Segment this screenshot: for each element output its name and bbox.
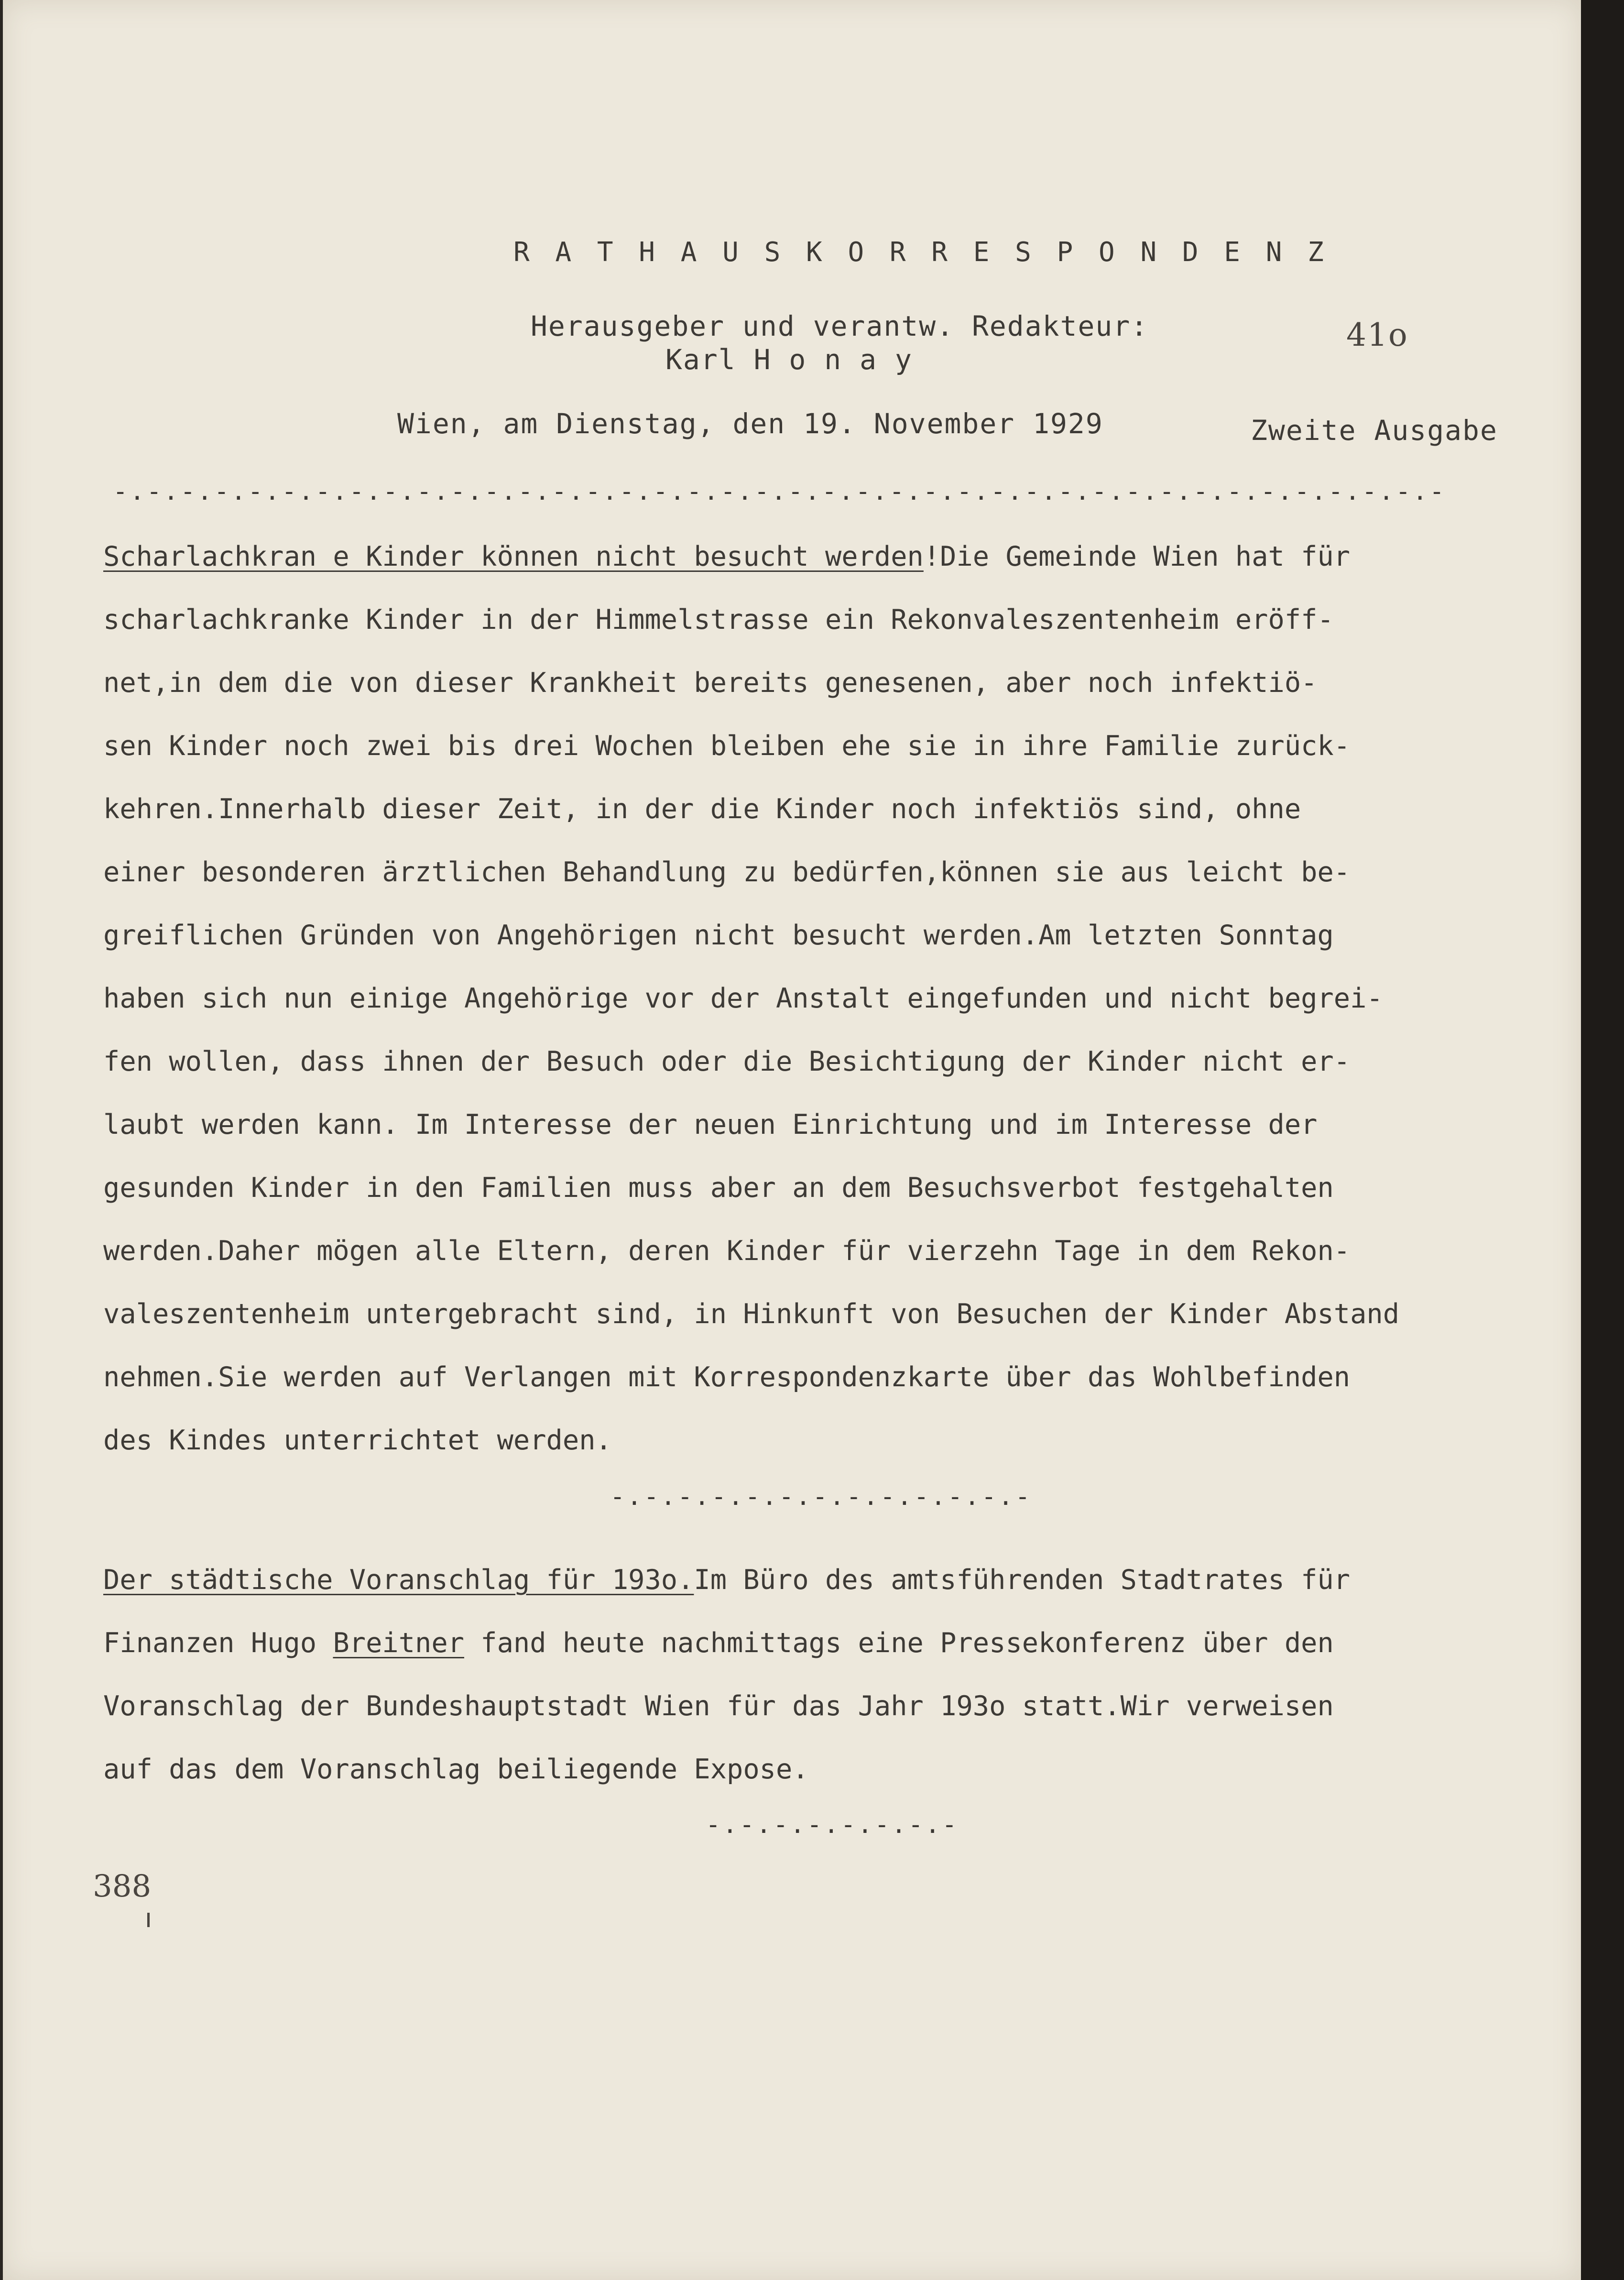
- publisher-line: Herausgeber und verantw. Redakteur:: [531, 310, 1149, 342]
- article-line: werden.Daher mögen alle Eltern, deren Kinder für vierzehn Tage in dem Rekon-: [103, 1235, 1351, 1267]
- article-line: nehmen.Sie werden auf Verlangen mit Korrespondenzkarte über das Wohlbefinden: [103, 1361, 1351, 1393]
- article-line: laubt werden kann. Im Interesse der neuen Einrichtung und im Interesse der: [103, 1109, 1318, 1140]
- editor-name: Karl H o n a y: [665, 343, 913, 376]
- article-line: valeszentenheim untergebracht sind, in Hinkunft von Besuchen der Kinder Abstand: [103, 1298, 1400, 1330]
- article-headline: Der städtische Voranschlag für 193o.: [103, 1564, 694, 1596]
- article-line: auf das dem Voranschlag beiliegende Expose.: [103, 1754, 809, 1785]
- article-line: des Kindes unterrichtet werden.: [103, 1425, 612, 1456]
- article-text: fand heute nachmittags eine Pressekonferenz über den: [464, 1627, 1334, 1659]
- article-scarlet-fever: [103, 525, 1566, 1472]
- article-line: scharlachkranke Kinder in der Himmelstrasse ein Rekonvaleszentenheim eröff-: [103, 604, 1334, 636]
- article-line: einer besonderen ärztlichen Behandlung zu bedürfen,können sie aus leicht be-: [103, 856, 1351, 888]
- scan-background-edge: [1581, 0, 1624, 2280]
- date-line: Wien, am Dienstag, den 19. November 1929: [397, 407, 1103, 440]
- pencil-mark: [147, 1913, 150, 1927]
- edition-label: Zweite Ausgabe: [1251, 414, 1498, 447]
- article-text: !Die Gemeinde Wien hat für: [923, 541, 1351, 572]
- separator-middle: -.-.-.-.-.-.-.-.-.-.-.-.-: [610, 1482, 1032, 1511]
- separator-end: -.-.-.-.-.-.-.-: [706, 1810, 959, 1839]
- article-line: [103, 1611, 1566, 1675]
- article-line: fen wollen, dass ihnen der Besuch oder die Besichtigung der Kinder nicht er-: [103, 1046, 1351, 1077]
- document-page: [3, 0, 1581, 2280]
- article-line: Voranschlag der Bundeshauptstadt Wien für das Jahr 193o statt.Wir verweisen: [103, 1690, 1334, 1722]
- article-line: kehren.Innerhalb dieser Zeit, in der die Kinder noch infektiös sind, ohne: [103, 793, 1301, 825]
- article-line: sen Kinder noch zwei bis drei Wochen bleiben ehe sie in ihre Familie zurück-: [103, 730, 1351, 762]
- article-text: Finanzen Hugo: [103, 1627, 333, 1659]
- article-headline: Scharlachkran e Kinder können nicht besucht werden: [103, 541, 924, 572]
- article-line: gesunden Kinder in den Familien muss aber an dem Besuchsverbot festgehalten: [103, 1172, 1334, 1204]
- article-budget: [103, 1548, 1566, 1801]
- article-line: [103, 1548, 1566, 1611]
- underlined-name: Breitner: [333, 1627, 464, 1659]
- article-text: Im Büro des amtsführenden Stadtrates für: [694, 1564, 1351, 1596]
- article-line: net,in dem die von dieser Krankheit bereits genesenen, aber noch infektiö-: [103, 667, 1318, 699]
- separator-top: -.-.-.-.-.-.-.-.-.-.-.-.-.-.-.-.-.-.-.-.-.-.-.-.-.-.-.-.-.-.-.-.-.-.-.-.-.-.-.-: [113, 477, 1447, 506]
- article-line: greiflichen Gründen von Angehörigen nicht besucht werden.Am letzten Sonntag: [103, 920, 1334, 951]
- document-title: R A T H A U S K O R R E S P O N D E N Z: [513, 237, 1329, 268]
- article-line: haben sich nun einige Angehörige vor der Anstalt eingefunden und nicht begrei-: [103, 983, 1383, 1014]
- document-number: 41o: [1346, 317, 1408, 353]
- page-number: 388: [93, 1869, 152, 1904]
- article-line: [103, 525, 1566, 588]
